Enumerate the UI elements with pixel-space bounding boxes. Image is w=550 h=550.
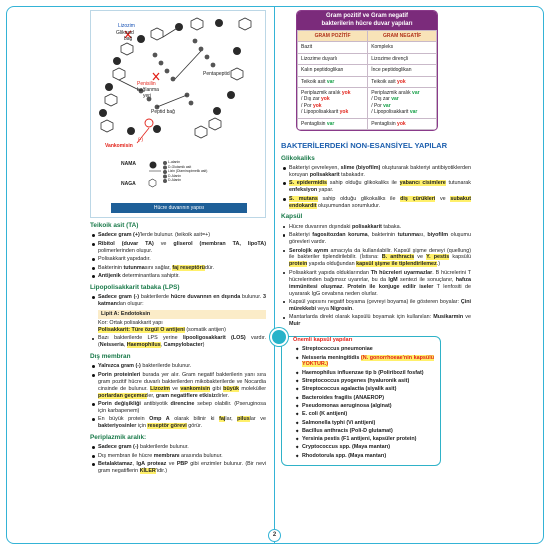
list-item: Ribitol (duvar TA) ve gliserol (membran TA, lipoTA) polimerlerinden oluşur. [90, 241, 266, 255]
list-item: Betalaktamaz, IgA proteaz ve PBP gibi enzimler bulunur. (Bir nevi gram negatiflerin KİLER'idir.) [90, 461, 266, 475]
teikoik-list [90, 232, 266, 280]
column-divider [274, 6, 275, 544]
list-item: Cryptococcus spp. (Maya mantarı) [294, 444, 434, 451]
list-item: Bakteriyi çevreleyen, slime (biyofilm) oluşturarak bakteriyi antibiyotiklerden koruyan polisakkarit tabakadır. [281, 165, 471, 179]
lipit-a-box: Lipit A: Endotoksin [98, 310, 266, 319]
nama-label: NAMA [121, 161, 136, 167]
glikokaliks-heading: Glikokaliks [281, 154, 315, 162]
diagram-caption: Hücre duvarının yapısı [111, 203, 247, 213]
list-item: Streptococcus pyogenes (hyaluronik asit) [294, 378, 434, 385]
lps-list [90, 294, 266, 308]
list-item: Mantarlarda direkt olarak kapsülü boyamak için kullanılan: Musikarmin ve Muir [281, 314, 471, 328]
legend-item: Lizin (Diaminopimelik asit) [168, 169, 208, 173]
legend-item: L-alanin [168, 160, 181, 164]
pentapeptid-label: Pentapeptid [203, 71, 230, 77]
list-item: Neisseria meningitidis (N. gonorrhoeae'nin kapsülü YOKTUR.) [294, 355, 434, 369]
list-item: Polisakkarit yapıdadır. [90, 256, 266, 263]
section-title: BAKTERİLERDEKİ NON-ESANSİYEL YAPILAR [281, 140, 448, 150]
list-item: Rhodotorula spp. (Maya mantarı) [294, 453, 434, 460]
table-title: Gram pozitif ve Gram negatif bakterilerin hücre duvar yapıları [297, 11, 437, 30]
important-capsules-box [281, 336, 441, 466]
list-item: Bazı bakterilerde LPS yerine lipooligosakkarit (LOS) vardır. (Neisseria, Haemophilus, Campylobacter) [90, 335, 266, 349]
dis-membran-list [90, 363, 266, 430]
list-item: Haemophilus influenzae tip b (Poliribozil fosfat) [294, 370, 434, 377]
gram-comparison-table [296, 10, 438, 131]
amino-acid-legend [168, 160, 207, 183]
lizozim-label: Lizozim [118, 23, 135, 29]
table-header: GRAM POZİTİF [298, 31, 368, 42]
glikokaliks-list [281, 165, 471, 210]
table-header: GRAM NEGATİF [368, 31, 437, 42]
comparison-table [297, 30, 437, 130]
left-column [90, 10, 266, 477]
table-row: Pentaglisin var Pentaglisin yok [298, 118, 437, 129]
list-item: Bakteriyi fagositozdan koruma, bakterinin tutunması, biyofilm oluşumu görevleri vardır. [281, 232, 471, 246]
list-item: Bacillus anthracis (Poli-D glutamat) [294, 428, 434, 435]
kor-text: Kor: Ortak polisakkarit yapı [98, 319, 163, 326]
kapsul-heading: Kapsül [281, 213, 303, 221]
list-item: Antijenik determinantlara sahiptir. [90, 273, 266, 280]
periplazmik-heading: Periplazmik aralık: [90, 434, 147, 442]
list-item: Hücre duvarının dışındaki polisakkarit tabaka. [281, 224, 471, 231]
list-item: Serolojik ayrım amacıyla da kullanılabilir. Kapsül şişme deneyi (quellung) ile bakteriler tiplendirilebilir. (İstisna: B. anthracis ve Y. pestis kapsülü protein yapıda olduğundan kapsül şişme ile tiplendirilemez.) [281, 248, 471, 269]
polisakkarit-text: Polisakkarit: Türe özgül O antijeni (somatik antijen) [98, 327, 226, 334]
important-capsules-list [294, 346, 434, 459]
list-item: Sadece gram (-) bakterilerde bulunur. [90, 444, 266, 451]
list-item: Dış membran ile hücre membranı arasında bulunur. [90, 453, 266, 460]
list-item: Porin değişikliği antibiyotik direncine sebep olabilir. (Pseruginosa için karbapenem) [90, 401, 266, 415]
capsule-icon [270, 328, 288, 346]
table-row: Periplazmik aralık yok / Dış zar yok / Por yok / Lipopolisakkarit yok Periplazmik aralık var / Dış zar var / Por var / Lipopolisakkarit var [298, 87, 437, 118]
table-row: Teikoik asit var Teikoik asit yok [298, 76, 437, 87]
list-item: Yalnızca gram (-) bakterilerde bulunur. [90, 363, 266, 370]
list-item: S. mutans sahip olduğu glikokaliks ile diş çürükleri ve subakut endokardit oluşumundan sorumludur. [281, 196, 471, 210]
table-row: Kalın peptidoglikan İnce peptidoglikan [298, 65, 437, 76]
legend-item: D-Alanin [168, 178, 182, 182]
kapsul-list [281, 224, 471, 329]
list-item: Sadece gram (-) bakterilerde hücre duvarının en dışında bulunur. 3 katmandan oluşur: [90, 294, 266, 308]
list-item: Sadece gram (+)'lerde bulunur. (teikoik asit=+) [90, 232, 266, 239]
cell-wall-structure-graphic [91, 11, 267, 219]
list-item: Streptococcus agalactia (siyalik asit) [294, 386, 434, 393]
penisilin-baglanma-label: bağlanma [137, 87, 159, 93]
list-item: Porin proteinleri burada yer alır. Gram negatif bakterilerin yanı sıra gram pozitif hücre duvarlı bakterilerden mikobakterilerde ve Nocardia cinsinde de bulunur. Lizozim ve vankomisin gibi büyük moleküller porlardan geçemezler, gram negatiflere etkisizdirler. [90, 372, 266, 400]
list-item: Bakterinin tutunmasını sağlar, faj reseptörüdür. [90, 265, 266, 272]
penisilin-yeri-label: yeri [143, 93, 152, 99]
cell-wall-diagram [90, 10, 266, 218]
vankomisin-sign: (-) [138, 137, 143, 143]
penisilin-label: Penisilin [137, 81, 156, 87]
legend-item: D-Glutamik asit [168, 164, 192, 169]
page-number: 2 [268, 529, 281, 542]
los-list [90, 335, 266, 349]
glikozid-label: Glikozid [116, 30, 134, 36]
list-item: En büyük protein Omp A olarak bilinir ki fajlar, piluslar ve bakteriyosinler için reseptör görevi görür. [90, 416, 266, 430]
lps-heading: Lipopolisakkarit tabaka (LPS) [90, 284, 180, 291]
list-item: Polisakkarit yapıda olduklarından Th hücreleri uyarmazlar. B hücrelerini T hücrelerinden bağımsız uyarırlar, bu da IgM sentezi ile sonuçlanır, hafıza immünitesi oluşmaz. Protein ile konjuge edilir iseler T lenfositi de uyararak IgG cevabına neden olurlar. [281, 270, 471, 298]
list-item: Bacteroides fragilis (ANAEROP) [294, 395, 434, 402]
important-capsules-title: Önemli kapsül yapıları [293, 336, 353, 343]
right-column [281, 10, 471, 466]
list-item: Yersinia pestis (F1 antijeni, kapsüler protein) [294, 436, 434, 443]
peptid-bag-label: Peptid bağ [151, 109, 175, 115]
naga-label: NAGA [121, 181, 136, 187]
table-row: Bazit Kompleks [298, 42, 437, 53]
list-item: Salmonella typhi (Vi antijeni) [294, 420, 434, 427]
teikoik-heading: Teikoik asit (TA) [90, 222, 139, 229]
important-capsules-header [270, 328, 352, 346]
list-item: E. coli (K antijeni) [294, 411, 434, 418]
bag-label: bağ [124, 36, 133, 42]
table-row: Lizozime duyarlı Lizozime dirençli [298, 53, 437, 64]
list-item: S. epidermidis sahip olduğu glikokaliks ile yabancı cisimlere tutunarak enfeksiyon yapar. [281, 180, 471, 194]
vankomisin-label: Vankomisin [105, 143, 133, 149]
dis-membran-heading: Dış membran [90, 353, 131, 361]
periplazmik-list [90, 444, 266, 475]
list-item: Kapsül yapısını negatif boyama (çevreyi boyama) ile gösteren boyalar: Çini mürekkebi veya Nigrosin. [281, 299, 471, 313]
list-item: Streptococcus pneumoniae [294, 346, 434, 353]
list-item: Pseudomonas aeruginosa (alginat) [294, 403, 434, 410]
legend-item: D-Alanin [168, 173, 182, 178]
